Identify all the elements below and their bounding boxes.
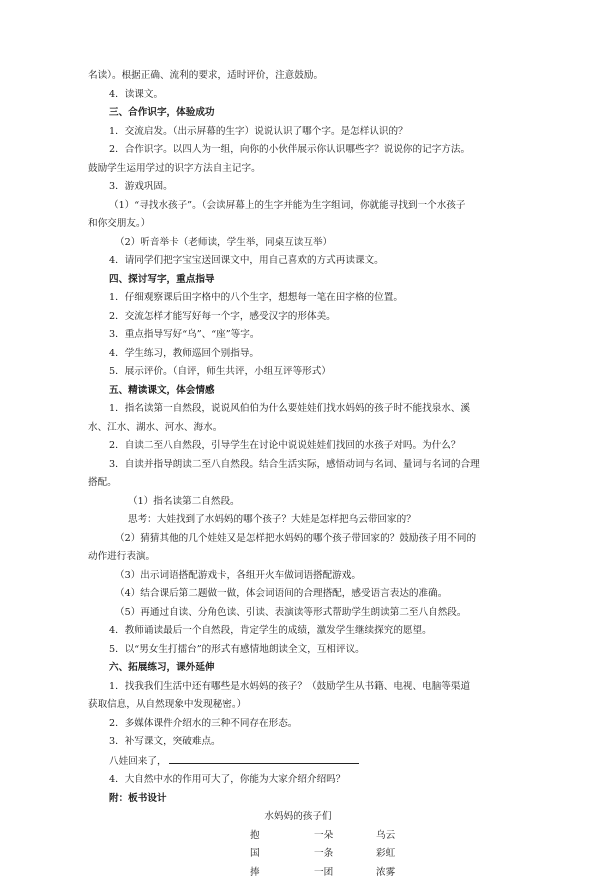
board-verb: 国 (250, 848, 260, 859)
text-line: 和你交朋友。） (88, 218, 151, 229)
board-measure: 一条 (314, 848, 334, 859)
text-line: 搭配。 (88, 477, 117, 488)
board-noun: 浓雾 (376, 866, 396, 878)
board-measure: 一团 (314, 866, 334, 878)
text-line: 水、江水、湖水、河水、海水。 (88, 421, 223, 433)
text-line: 4．学生练习，教师巡回个别指导。 (109, 347, 260, 359)
text-line: 5．以“男女生打擂台”的形式有感情地朗读全文，互相评议。 (109, 643, 365, 655)
board-verb: 抱 (250, 829, 260, 841)
board-title: 水妈妈的孩子们 (264, 811, 332, 822)
board-noun: 彩虹 (376, 848, 396, 859)
text-line: 4．请同学们把字宝宝送回课文中，用自己喜欢的方式再读课文。 (109, 255, 384, 266)
text-line: （1）指名读第二自然段。 (128, 495, 240, 507)
fill-in-line (88, 752, 508, 772)
text-line: 2．自读二至八自然段，引导学生在讨论中说说娃娃们找回的水孩子对吗。为什么？ (109, 440, 461, 451)
section-heading: 五、精读课文，体会情感 (109, 384, 215, 396)
text-line: 3．游戏巩固。 (109, 181, 173, 192)
board-design (88, 827, 508, 883)
text-line: （2）听音举卡（老师读，学生举，同桌互读互举） (115, 236, 333, 248)
text-line: 1．找我我们生活中还有哪些是水妈妈的孩子？（鼓励学生从书籍、电视、电脑等渠道 (109, 680, 471, 692)
board-row (88, 864, 508, 883)
text-line: 鼓励学生运用学过的识字方法自主记字。 (88, 162, 261, 174)
section-heading: 附：板书设计 (109, 792, 167, 804)
text-line: 4．读课文。 (109, 88, 164, 100)
text-line: 3．补写课文，突破难点。 (109, 736, 221, 747)
text-line: 4．教师诵读最后一个自然段，肯定学生的成绩，激发学生继续探究的愿望。 (109, 625, 432, 636)
text-line: 名读）。根据正确、流利的要求，适时评价，注意鼓励。 (88, 70, 324, 81)
text-line: 3．重点指导写好“乌”、“座”等字。 (109, 329, 260, 340)
text-line: 3．自读并指导朗读二至八自然段。结合生活实际，感悟动词与名词、量词与名词的合理 (109, 458, 480, 470)
text-line: 动作进行表演。 (88, 551, 156, 562)
text-line: 获取信息，从自然现象中发现秘密。） (88, 699, 247, 710)
blank-underline (169, 752, 359, 764)
section-heading: 六、拓展练习，课外延伸 (109, 662, 215, 673)
board-verb: 捧 (250, 866, 260, 878)
section-heading: 三、合作识字，体验成功 (109, 107, 215, 118)
text-line: （4）结合课后第二题做一做，体会词语间的合理搭配，感受语言表达的准确。 (115, 588, 448, 599)
text-line: 5．展示评价。（自评，师生共评，小组互评等形式） (109, 366, 331, 377)
text-line: 思考：大娃找到了水妈妈的哪个孩子？大娃是怎样把乌云带回家的？ (128, 514, 416, 525)
board-row (88, 845, 508, 864)
text-line: （1）“寻找水孩子”。（会读屏幕上的生字并能为生字组词，你就能寻找到一个水孩子 (109, 199, 466, 211)
text-line: 1．仔细观察课后田字格中的八个生字，想想每一笔在田字格的位置。 (109, 292, 403, 303)
text-line: 2．交流怎样才能写好每一个字，感受汉字的形体美。 (109, 310, 336, 322)
fill-in-prompt: 八娃回来了， (109, 755, 167, 767)
document-page (88, 67, 508, 883)
text-line: 2．多媒体课件介绍水的三种不同存在形态。 (109, 717, 298, 729)
text-line: （2）猜猜其他的几个娃娃又是怎样把水妈妈的哪个孩子带回家的？鼓励孩子用不同的 (115, 532, 477, 544)
board-row (88, 827, 508, 846)
board-measure: 一朵 (314, 829, 334, 841)
text-line: 4．大自然中水的作用可大了，你能为大家介绍介绍吗？ (109, 774, 346, 785)
text-line: 2．合作识字。以四人为一组，向你的小伙伴展示你认识哪些字？说说你的记字方法。 (109, 144, 471, 155)
section-heading: 四、探讨写字，重点指导 (109, 273, 215, 285)
text-line: （3）出示词语搭配游戏卡，各组开火车做词语搭配游戏。 (115, 569, 361, 581)
text-line: （5）再通过自读、分角色读、引读、表演读等形式帮助学生朗读第二至八自然段。 (115, 606, 467, 618)
text-line: 1．交流启发。（出示屏幕的生字）说说认识了哪个字。是怎样认识的？ (109, 125, 408, 137)
text-line: 1．指名读第一自然段，说说风伯伯为什么要娃娃们找水妈妈的孩子时不能找泉水、溪 (109, 403, 471, 414)
board-noun: 乌云 (376, 829, 396, 841)
